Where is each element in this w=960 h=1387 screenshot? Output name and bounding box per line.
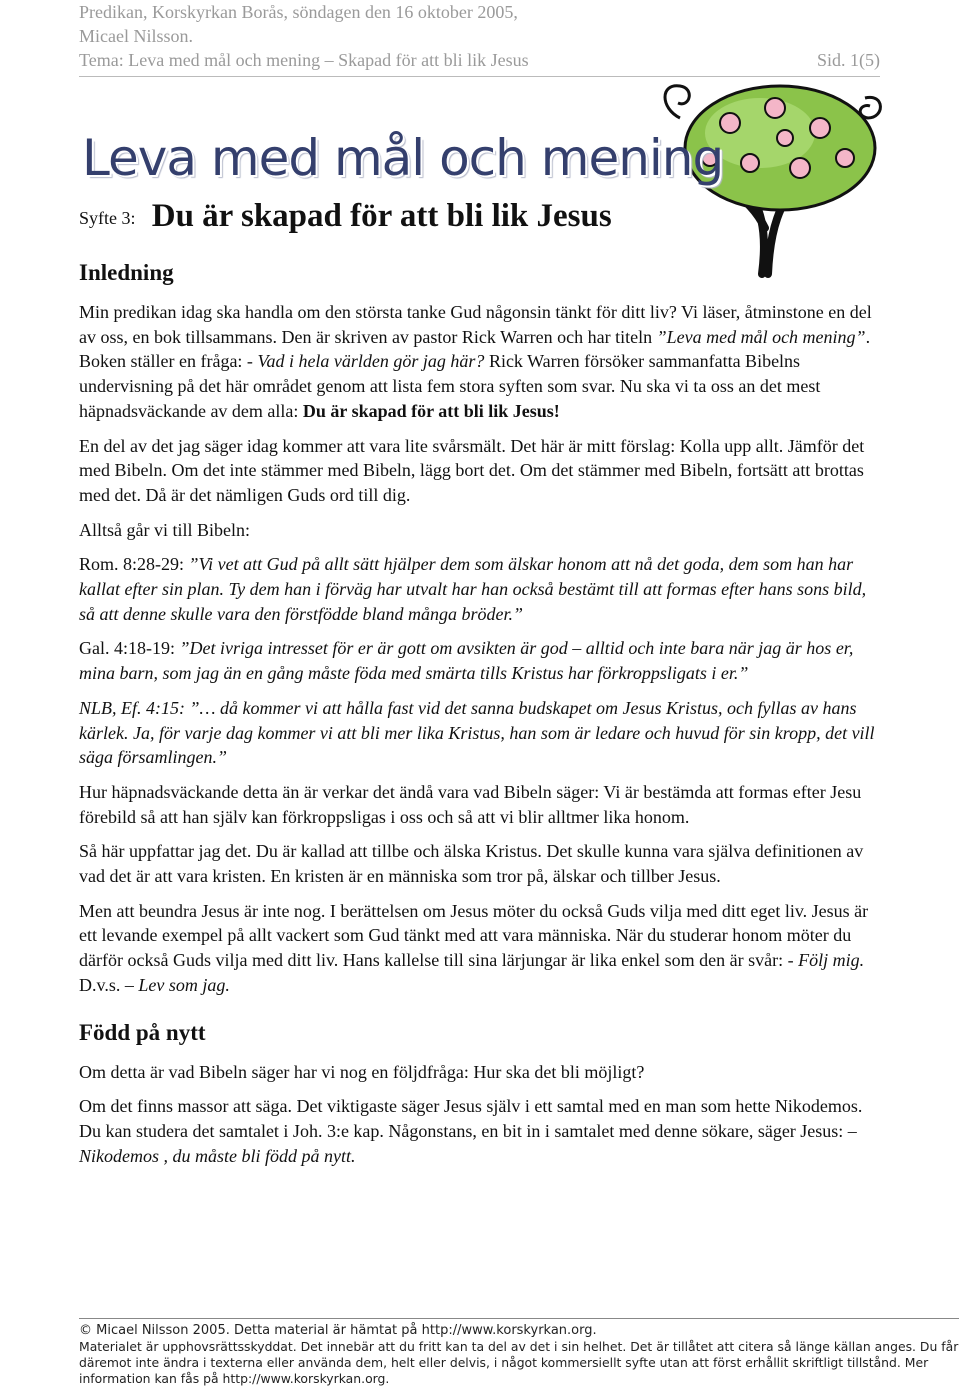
header-theme: Tema: Leva med mål och mening – Skapad för att bli lik Jesus	[79, 50, 529, 70]
paragraph-rom	[79, 552, 885, 626]
paragraph-10: Om detta är vad Bibeln säger har vi nog en följdfråga: Hur ska det bli möjligt?	[79, 1061, 645, 1082]
text-run: Rick Warren försöker sammanfatta Bibelns undervisning på det här området genom att lista fem stora syften som svar. Nu ska vi ta oss an det mest häpnadsväckande av dem alla:	[79, 351, 821, 421]
copyright-line: © Micael Nilsson 2005. Detta material är hämtat på http://www.korskyrkan.org.	[79, 1323, 597, 1338]
paragraph-1	[79, 300, 885, 424]
paragraph-2: En del av det jag säger idag kommer att vara lite svårsmält. Det här är mitt förslag: Kolla upp allt. Jämför det med Bibeln. Om det inte stämmer med Bibeln, lägg bort det. Om det stämmer med Bibeln, fortsätt att brottas med det. Då är det nämligen Guds ord till dig.	[79, 435, 865, 505]
sermon-title-row	[79, 196, 612, 238]
text-run: Om det finns massor att säga. Det viktigaste säger Jesus själv i ett samtal med en man som hette Nikodemos. Du kan studera det samtalet i Joh. 3:e kap. Någonstans, en bit in i samtalet med denne sökare, säger Jesus: –	[79, 1096, 863, 1141]
paragraph-gal	[79, 636, 885, 685]
paragraph-3: Alltså går vi till Bibeln:	[79, 519, 250, 540]
paragraph-ef	[79, 696, 885, 770]
page-footer	[79, 1318, 959, 1387]
series-banner: Leva med mål och mening	[82, 129, 724, 187]
bible-quote: ”Vi vet att Gud på allt sätt hjälper dem som älskar honom att nå det goda, dem som han har kallat efter sin plan. Ty dem han i förväg har utvalt har han också bestämt till att formas efter hans sons bild, så att denne skulle vara den förstfödde bland många bröder.”	[79, 554, 867, 624]
paragraph-9	[79, 899, 885, 998]
header-line-2: Micael Nilsson.	[79, 26, 193, 46]
header-line-1: Predikan, Korskyrkan Borås, söndagen den 16 oktober 2005,	[79, 2, 518, 22]
purpose-label: Syfte 3:	[79, 208, 136, 229]
emphasis-text: Lev som jag.	[138, 974, 230, 995]
bible-quote: ”Det ivriga intresset för er är gott om avsikten är god – alltid och inte bara när jag är hos er, mina barn, som jag än en gång måste föda med smärta tills Kristus har förkroppsligats i er.”	[79, 638, 854, 684]
heading-inledning: Inledning	[79, 260, 174, 285]
heading-fodd-pa-nytt: Född på nytt	[79, 1019, 206, 1045]
emphasis-text: Följ mig.	[798, 950, 865, 971]
paragraph-8: Så här uppfattar jag det. Du är kallad att tillbe och älska Kristus. Det skulle kunna vara själva definitionen av vad det är att vara kristen. En kristen är en människa som tror på, älskar och tillber Jesus.	[79, 841, 864, 887]
bible-quote: NLB, Ef. 4:15: ”… då kommer vi att hålla fast vid det sanna budskapet om Jesus Kristus, och fyllas av hans kärlek. Ja, för varje dag kommer vi att bli mer lika Kristus, han som är ledare och huvud för sin kropp, det vill säga församlingen.”	[79, 697, 875, 768]
page-number: Sid. 1(5)	[817, 50, 880, 70]
sermon-title: Du är skapad för att bli lik Jesus	[151, 198, 612, 234]
text-run: . Boken ställer en fråga: -	[79, 326, 871, 372]
document-body	[79, 258, 885, 1178]
question-text: Vad i hela världen gör jag här?	[257, 351, 485, 372]
text-run: Min predikan idag ska handla om den största tanke Gud någonsin tänkt för ditt liv? Vi läser, åtminstone en del av oss, en bok tillsammans. Den är skriven av pastor Rick Warren och har titeln	[79, 302, 872, 347]
paragraph-11	[79, 1094, 885, 1168]
header-line-3-row	[79, 48, 880, 77]
bible-reference: Rom. 8:28-29:	[79, 554, 189, 575]
bible-reference: Gal. 4:18-19:	[79, 638, 180, 659]
license-text: Materialet är upphovsrättsskyddat. Det innebär att du fritt kan ta del av det i sin helhet. Det är tillåtet att citera så länge källan anges. Du får däremot inte ändra i texterna eller använda dem, helt eller delvis, i något kommersiellt syfte utan att först erhållit skriftligt tillstånd. Mer information kan fås på http://www.korskyrkan.org.	[79, 1339, 959, 1386]
page-header	[79, 0, 880, 77]
text-run: Men att beundra Jesus är inte nog. I berättelsen om Jesus möter du också Guds vilja med ditt eget liv. Jesus är ett levande exempel på allt vackert som Gud tänkt med att vara människa. När du studerar honom möter du därför också Guds vilja med ditt liv. Hans kallelse till sina lärjungar är lika enkel som den är svår: -	[79, 900, 869, 971]
emphasis-text: Du är skapad för att bli lik Jesus!	[302, 400, 560, 421]
paragraph-7: Hur häpnadsväckande detta än är verkar det ändå vara vad Bibeln säger: Vi är bestämda att formas efter Jesu förebild så att han själv kan förkroppsligas i oss och så att vi blir alltmer lika honom.	[79, 781, 862, 827]
quote-text: Nikodemos , du måste bli född på nytt.	[79, 1145, 356, 1166]
text-run: D.v.s. –	[79, 974, 139, 995]
book-title: ”Leva med mål och mening”	[656, 326, 866, 347]
